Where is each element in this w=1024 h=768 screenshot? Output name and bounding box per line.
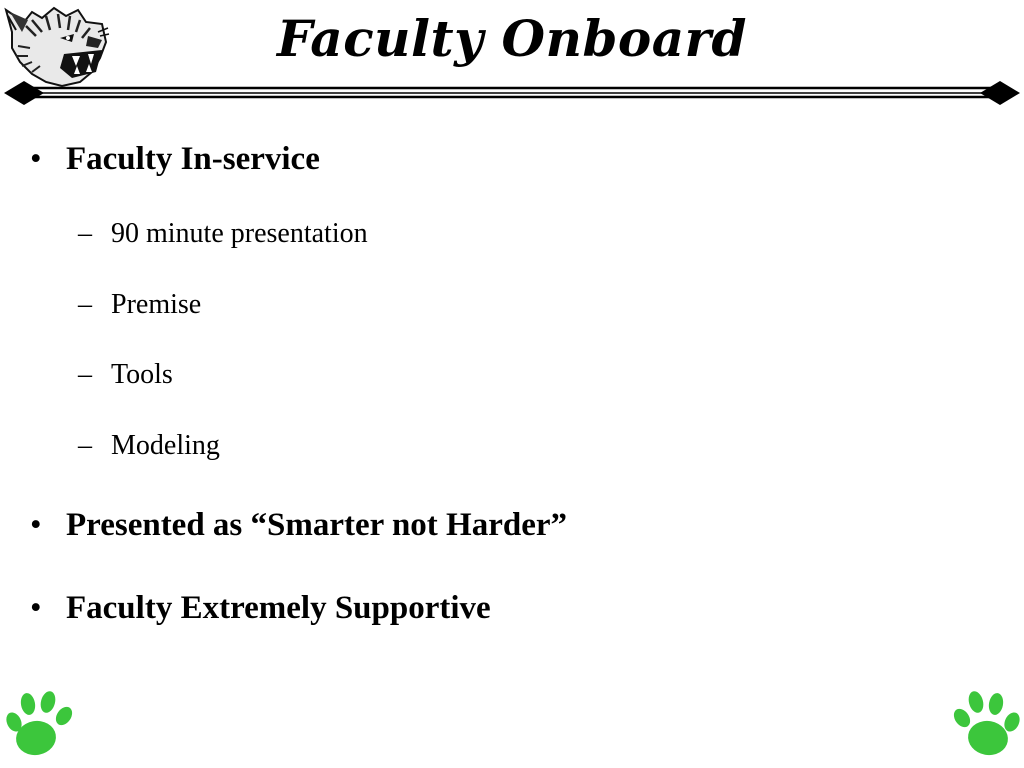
sub-bullet-marker: – [78,359,92,390]
sub-bullet-item [78,288,201,322]
sub-bullet-text: Tools [111,359,173,390]
slide-title: Faculty Onboard [277,9,747,68]
bullet-item [30,505,567,545]
sub-bullet-item [78,429,220,463]
paw-print-icon [950,688,1024,762]
bullet-marker: • [30,507,42,543]
sub-bullet-text: Modeling [111,430,220,461]
sub-bullet-item [78,358,173,392]
sub-bullet-text: 90 minute presentation [111,218,368,249]
bullet-text: Faculty In-service [66,141,320,177]
bullet-marker: • [30,590,42,626]
bullet-text: Presented as “Smarter not Harder” [66,507,568,543]
sub-bullet-marker: – [78,218,92,249]
bullet-item [30,139,320,179]
sub-bullet-item [78,217,368,251]
bullet-marker: • [30,141,42,177]
sub-bullet-text: Premise [111,289,202,320]
sub-bullet-marker: – [78,289,92,320]
bullet-item [30,588,491,628]
paw-print-icon [2,688,76,762]
sub-bullet-marker: – [78,430,92,461]
bullet-text: Faculty Extremely Supportive [66,590,491,626]
